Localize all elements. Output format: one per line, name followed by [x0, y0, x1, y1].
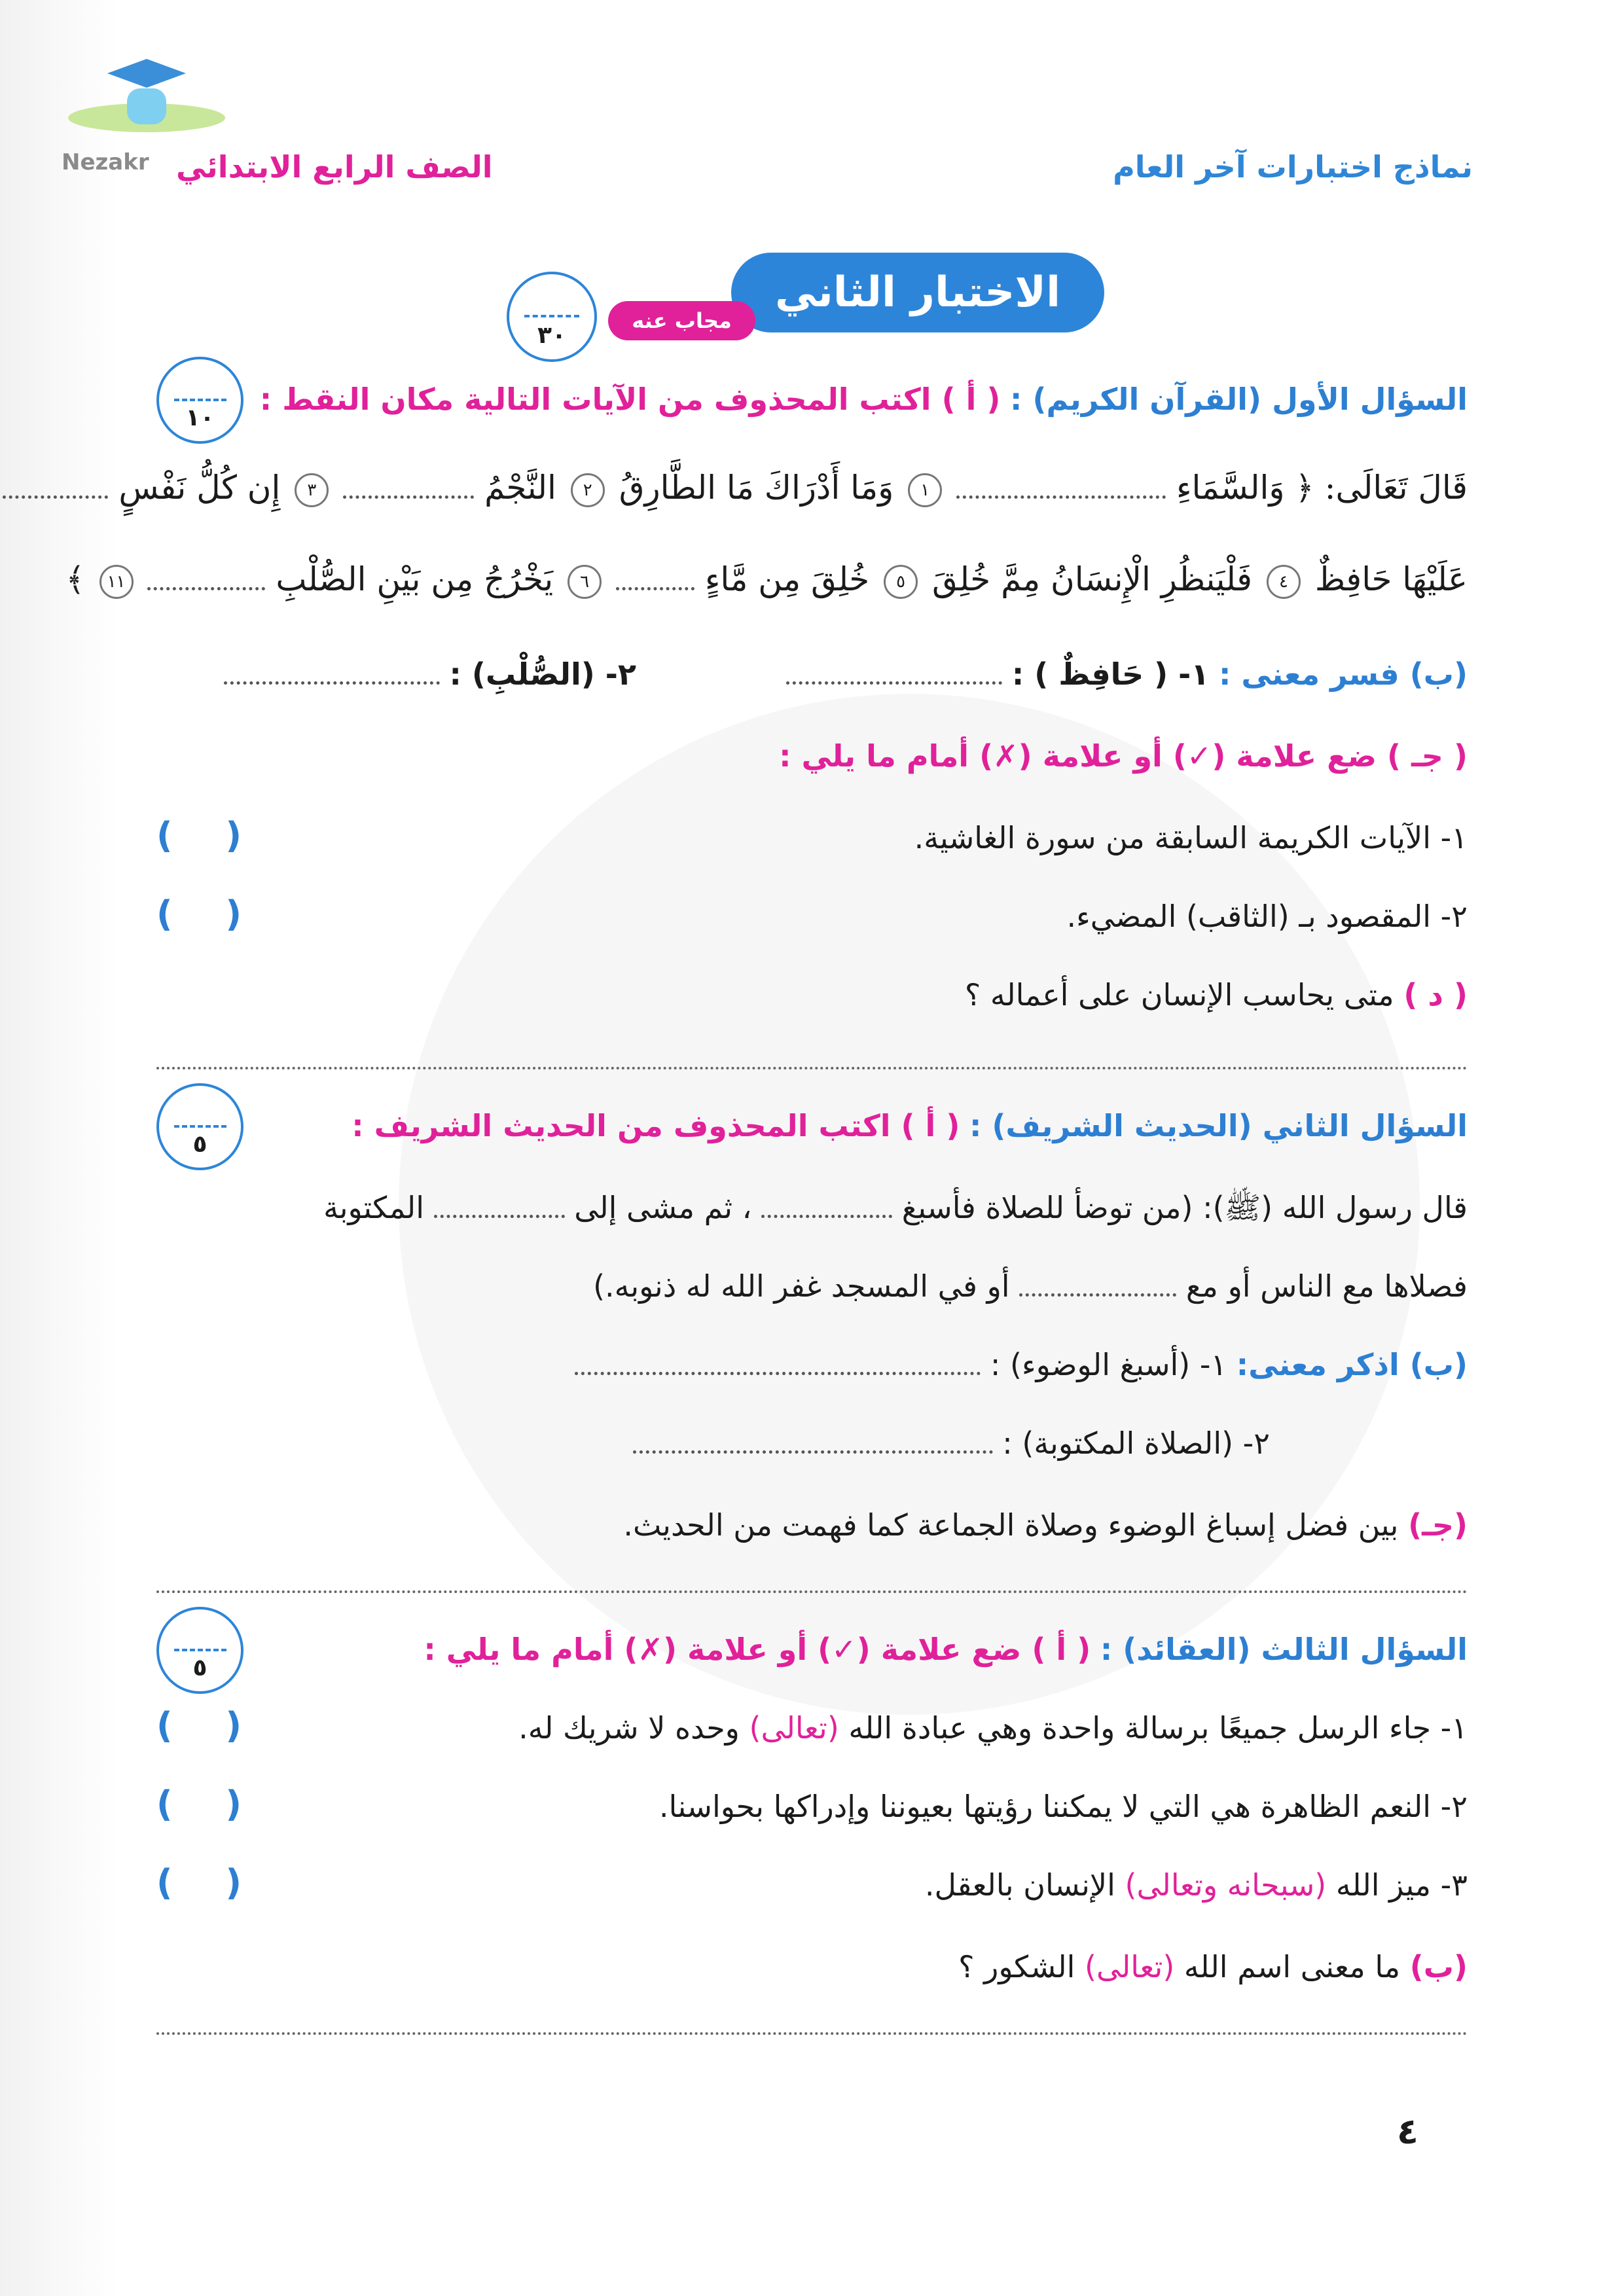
ayah-marker: ٥ [884, 565, 918, 599]
q3-heading-title: السؤال الثالث (العقائد) : [1100, 1632, 1468, 1667]
hadith-line-2 [594, 1263, 1468, 1309]
q1-b-item1: ١- ( حَافِظٌ ) : [1012, 656, 1210, 692]
logo [52, 52, 242, 151]
quran-segment: النَّجْمُ [485, 469, 557, 507]
q3-item3-text: ٣- ميز الله [1336, 1867, 1468, 1903]
separator [157, 1067, 1468, 1069]
grade-label: الصف الرابع الابتدائي [177, 149, 494, 185]
blank-field[interactable] [148, 574, 266, 590]
q2-b-item1-row [575, 1342, 1468, 1388]
total-score-circle [507, 272, 598, 362]
hadith-segment: قال رسول الله (ﷺ): (من توضأ للصلاة فأسبغ [902, 1190, 1468, 1225]
ayah-marker: ٤ [1267, 565, 1301, 599]
quran-segment: فَلْيَنظُرِ الْإِنسَانُ مِمَّ خُلِقَ [933, 560, 1254, 598]
separator [157, 2032, 1468, 2035]
hadith-line-1 [324, 1185, 1468, 1230]
blank-field[interactable] [957, 482, 1166, 499]
q2-heading [352, 1103, 1468, 1149]
q1-score-circle [157, 357, 244, 444]
ayah-marker: ١١ [100, 565, 134, 599]
answered-badge: مجاب عنه [609, 301, 756, 340]
q3-heading-part: ( أ ) ضع علامة (✓) أو علامة (✗) أمام ما يلي : [424, 1632, 1092, 1667]
q3-b-question: ما معنى اسم الله [1184, 1949, 1401, 1984]
total-score: ٣٠ [538, 322, 567, 350]
quran-segment: إِن كُلُّ نَفْسٍ [119, 469, 281, 507]
q2-b-item1: ١- (أسبغ الوضوء) : [990, 1347, 1228, 1382]
q3-item1 [519, 1705, 1468, 1751]
q2-score: ٥ [193, 1131, 208, 1158]
ayah-marker: ٣ [295, 473, 329, 507]
separator [157, 1590, 1468, 1593]
q3-score-circle [157, 1607, 244, 1694]
answer-field[interactable] [225, 668, 441, 685]
q3-item3-text-end: الإنسان بالعقل. [925, 1867, 1116, 1903]
quran-segment: عَلَيْهَا حَافِظٌ [1315, 560, 1468, 598]
q1-b-label: (ب) فسر معنى : [1219, 656, 1468, 692]
q1-b [225, 651, 1468, 697]
q3-item1-text-end: وحده لا شريك له. [519, 1710, 740, 1746]
hadith-segment: أو في المسجد غفر الله له ذنوبه.) [594, 1268, 1011, 1304]
ayah-marker: ١ [909, 473, 943, 507]
q1-b-item2: ٢- (الصُّلْبِ) : [450, 656, 637, 692]
quran-intro: قَالَ تَعَالَى: ﴿ وَالسَّمَاءِ [1177, 469, 1468, 507]
q1-c-label-text: ( جـ ) ضع علامة (✓) أو علامة (✗) أمام ما يلي : [780, 738, 1468, 774]
graduation-cap-icon [52, 52, 242, 151]
q3-item1-highlight: (تعالى) [749, 1710, 840, 1746]
q2-score-circle [157, 1083, 244, 1170]
answer-box[interactable]: ( ) [157, 815, 242, 856]
q2-b-item2: ٢- (الصلاة المكتوبة) : [1003, 1426, 1271, 1461]
q1-score: ١٠ [186, 404, 215, 431]
quran-line-1 [0, 465, 1468, 511]
blank-field[interactable] [435, 1202, 566, 1218]
blank-field[interactable] [0, 482, 109, 499]
quran-line-2 [66, 556, 1468, 602]
hadith-segment: فصلاها مع الناس أو مع [1186, 1268, 1468, 1304]
page-edge-shadow [0, 0, 121, 2296]
ayah-marker: ٢ [571, 473, 605, 507]
hadith-segment: المكتوبة [324, 1190, 425, 1225]
q3-heading [424, 1626, 1468, 1672]
q2-heading-part: ( أ ) اكتب المحذوف من الحديث الشريف : [352, 1108, 961, 1143]
answer-box[interactable]: ( ) [157, 1705, 242, 1746]
q1-d-label: ( د ) [1404, 977, 1468, 1013]
quran-segment: وَمَا أَدْرَاكَ مَا الطَّارِقُ [619, 469, 895, 507]
q3-item2: ٢- النعم الظاهرة هي التي لا يمكننا رؤيتها بعيوننا وإدراكها بحواسنا. [659, 1789, 1468, 1824]
q1-heading [261, 376, 1468, 422]
blank-field[interactable] [344, 482, 475, 499]
q3-item3 [926, 1862, 1468, 1908]
q3-item3-highlight: (سبحانه وتعالى) [1125, 1867, 1327, 1903]
q1-d-question: متى يحاسب الإنسان على أعماله ؟ [965, 977, 1395, 1013]
q3-b-highlight: (تعالى) [1085, 1949, 1176, 1984]
q1-d [965, 972, 1468, 1018]
answer-field[interactable] [575, 1359, 981, 1375]
q1-heading-title: السؤال الأول (القرآن الكريم) : [1011, 382, 1468, 417]
q3-item1-text: ١- جاء الرسل جميعًا برسالة واحدة وهي عبادة الله [849, 1710, 1468, 1746]
answer-box[interactable]: ( ) [157, 893, 242, 935]
quran-segment: يَخْرُجُ مِن بَيْنِ الصُّلْبِ [276, 560, 554, 598]
q2-c-question: بين فضل إسباغ الوضوء وصلاة الجماعة كما فهمت من الحديث. [624, 1507, 1399, 1543]
ayah-marker: ٦ [568, 565, 602, 599]
q1-c-item1: ١- الآيات الكريمة السابقة من سورة الغاشية. [914, 820, 1468, 855]
q3-b [959, 1944, 1468, 1990]
answer-box[interactable]: ( ) [157, 1862, 242, 1903]
series-title: نماذج اختبارات آخر العام [1113, 149, 1473, 185]
blank-field[interactable] [762, 1202, 893, 1218]
q3-b-question-end: الشكور ؟ [959, 1949, 1076, 1984]
exam-title: الاختبار الثاني [732, 253, 1105, 332]
q1-c-item2: ٢- المقصود بـ (الثاقب) المضيء. [1067, 899, 1468, 934]
quran-segment: خُلِقَ مِن مَّاءٍ [705, 560, 871, 598]
q1-c-label [780, 733, 1468, 779]
answer-field[interactable] [634, 1437, 994, 1454]
logo-text: Nezakr [62, 149, 150, 175]
q2-b-item2-row [634, 1420, 1271, 1466]
q2-c-label: (جـ) [1409, 1507, 1468, 1543]
q2-b-label: (ب) اذكر معنى: [1236, 1347, 1468, 1382]
answer-field[interactable] [787, 668, 1003, 685]
answer-box[interactable]: ( ) [157, 1784, 242, 1825]
q1-heading-part: ( أ ) اكتب المحذوف من الآيات التالية مكان النقط : [260, 382, 1001, 417]
page-number: ٤ [1398, 2111, 1419, 2152]
q3-score: ٥ [193, 1655, 208, 1681]
q2-c [624, 1502, 1468, 1548]
blank-field[interactable] [617, 574, 695, 590]
quran-close-bracket: ﴾ [66, 560, 86, 598]
blank-field[interactable] [1020, 1280, 1177, 1297]
hadith-segment: ، ثم مشى إلى [575, 1190, 753, 1225]
q2-heading-title: السؤال الثاني (الحديث الشريف) : [969, 1108, 1468, 1143]
q3-b-label: (ب) [1410, 1949, 1468, 1984]
